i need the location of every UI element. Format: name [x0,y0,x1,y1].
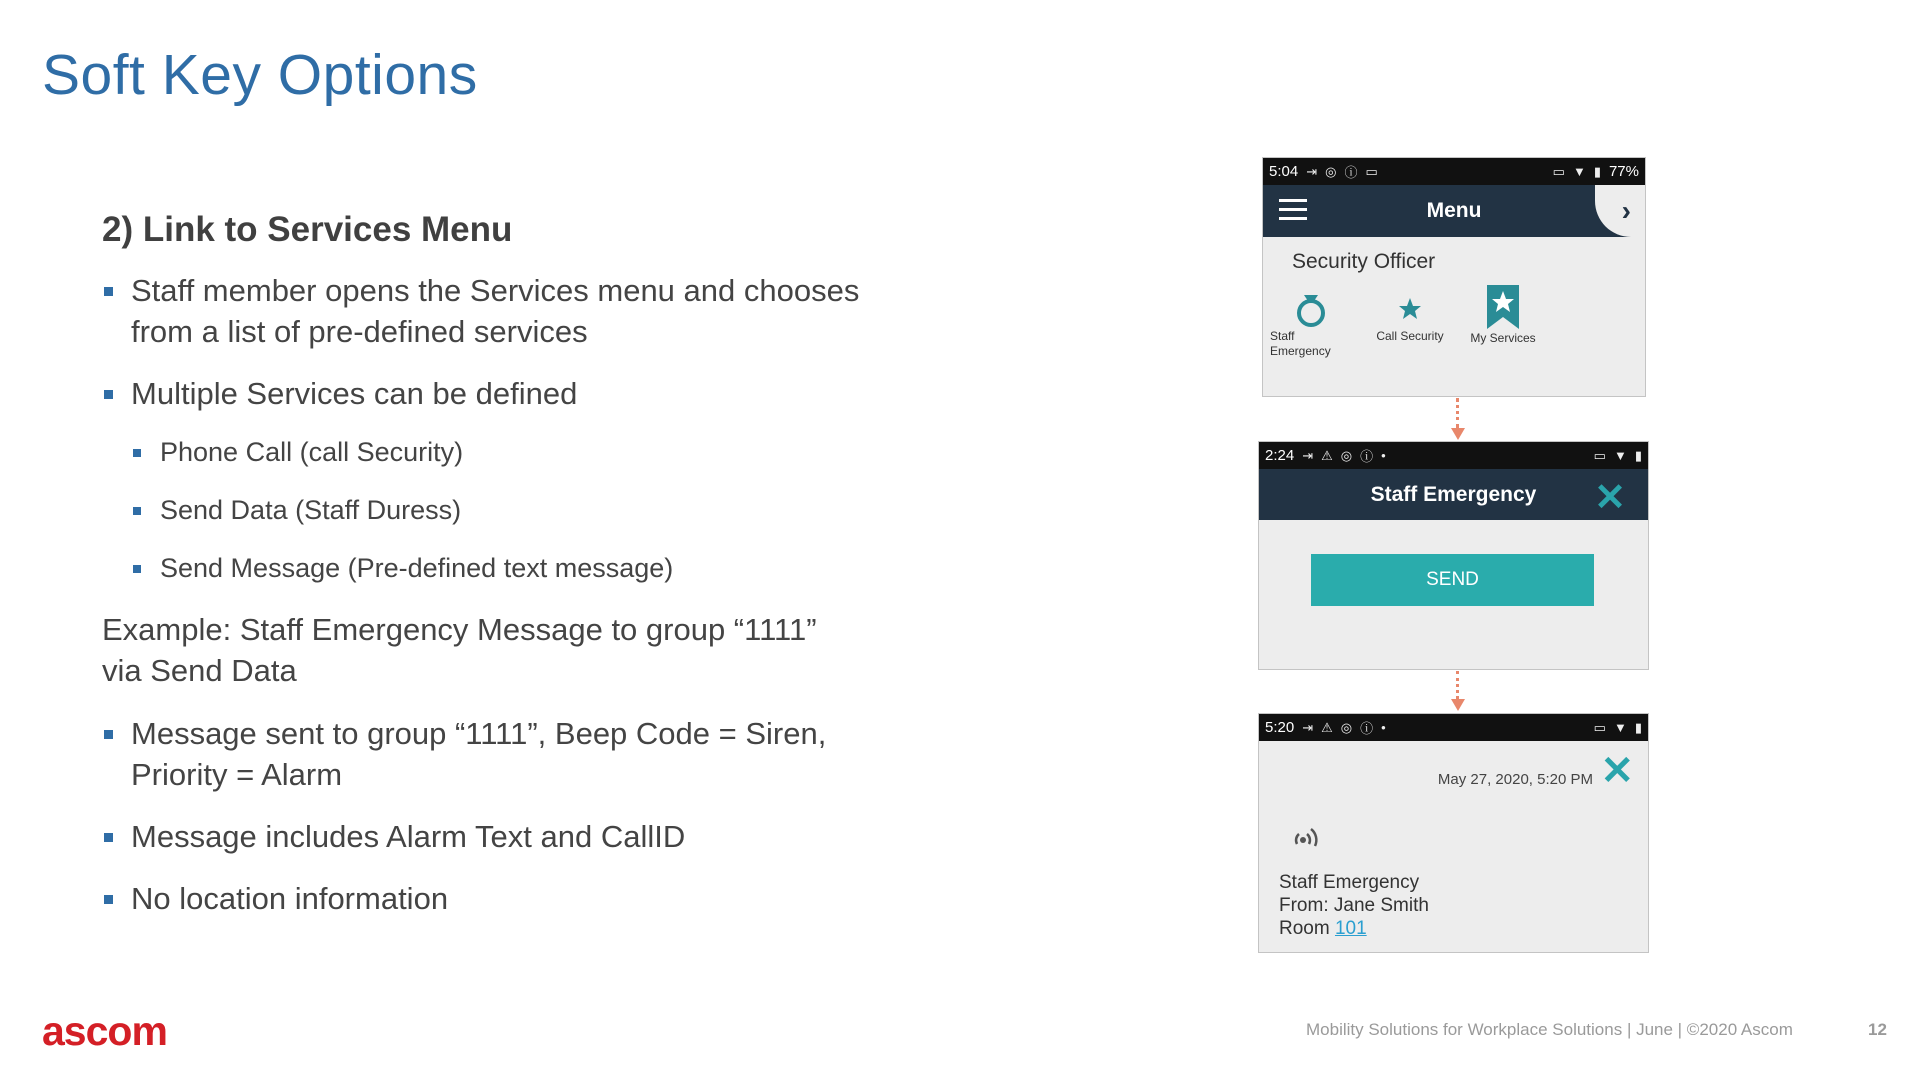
flow-arrow-line [1456,398,1463,428]
wifi-icon: ▼ [1613,448,1627,463]
sub-bullet-item [102,493,862,528]
bullet-marker [104,833,113,842]
section-heading: 2) Link to Services Menu [102,210,513,249]
bullet-text: Phone Call (call Security) [160,437,464,467]
service-label: Staff Emergency [1270,329,1331,358]
service-staff-emergency[interactable] [1270,289,1340,359]
clock: 2:24 [1265,447,1295,464]
info-icon: ⓘ [1360,449,1374,464]
bullet-text: No location information [131,881,449,916]
close-icon[interactable]: ✕ [1600,749,1634,793]
bullet-text: Staff member opens the Services menu and chooses from a list of pre-defined services [131,273,860,349]
footer-text: Mobility Solutions for Workplace Solutions | June | ©2020 Ascom [1306,1020,1793,1039]
staff-emergency-header [1259,469,1648,520]
broadcast-icon [1289,814,1329,854]
menu-header [1263,185,1645,237]
message-room [1279,917,1429,940]
login-icon: ⇥ [1302,447,1314,463]
bullet-marker [104,730,113,739]
flow-arrow-line [1456,671,1463,699]
battery-icon: ▮ [1634,447,1642,463]
chevron-right-icon[interactable]: › [1621,195,1631,226]
slide-title: Soft Key Options [42,43,478,107]
wifi-icon: ▼ [1572,164,1586,179]
target-icon: ◎ [1340,719,1353,735]
message-date: May 27, 2020, 5:20 PM [1437,771,1593,788]
service-label: My Services [1470,331,1536,345]
bullet-item [102,270,862,352]
bullet-item [102,373,862,414]
cast-icon: ▭ [1552,163,1565,179]
login-icon: ⇥ [1306,163,1318,179]
bullet-marker [133,449,141,457]
hamburger-icon[interactable] [1279,199,1307,226]
info-icon: ⓘ [1344,165,1358,180]
status-bar [1263,158,1645,185]
bullet-item [102,816,862,857]
bullet-text: Send Message (Pre-defined text message) [160,553,674,583]
message-line: Staff Emergency [1279,872,1420,893]
wifi-icon: ▼ [1613,720,1627,735]
sub-bullet-item [102,551,862,586]
bookmark-star-icon [1483,283,1523,331]
sub-bullet-item [102,435,862,470]
screen-title: Staff Emergency [1370,482,1537,506]
phone-screen-message [1258,713,1649,953]
close-icon[interactable]: ✕ [1594,477,1626,519]
dot-icon: • [1381,448,1386,463]
bullet-marker [133,565,141,573]
page-number: 12 [1868,1020,1887,1039]
battery-level: 77% [1608,163,1639,180]
target-icon: ◎ [1325,163,1337,179]
phone-screen-staff-emergency [1258,441,1649,670]
slide-content [102,210,862,940]
clock: 5:20 [1265,719,1295,736]
example-text: Example: Staff Emergency Message to group “1111” via Send Data [102,612,817,688]
battery-icon: ▮ [1593,163,1601,179]
bullet-marker [133,507,141,515]
target-icon: ◎ [1340,447,1353,463]
clock: 5:04 [1269,163,1299,180]
bullet-item [102,878,862,919]
screen-icon: ▭ [1365,163,1378,179]
status-bar [1259,714,1648,741]
service-call-security[interactable] [1370,289,1450,344]
bullet-text: Send Data (Staff Duress) [160,495,462,525]
ascom-logo: ascom [42,1008,167,1054]
phone-screen-menu [1262,157,1646,397]
warning-icon: ⚠ [1321,719,1333,735]
info-icon: ⓘ [1360,721,1374,736]
flow-arrowhead [1451,428,1465,440]
status-bar [1259,442,1648,469]
bullet-item [102,713,862,795]
dot-icon: • [1381,720,1386,735]
bullet-marker [104,287,113,296]
bullet-text: Message sent to group “1111”, Beep Code = Siren, Priority = Alarm [131,716,827,792]
cast-icon: ▭ [1593,719,1606,735]
message-line: From: Jane Smith [1279,895,1429,916]
bullet-text: Multiple Services can be defined [131,376,578,411]
menu-title: Menu [1426,199,1482,222]
header-curve [1595,185,1645,237]
service-label: Call Security [1376,329,1444,343]
bullet-text: Message includes Alarm Text and CallID [131,819,686,854]
send-button[interactable]: SEND [1311,554,1594,606]
bullet-marker [104,390,113,399]
warning-icon: ⚠ [1321,447,1333,463]
battery-icon: ▮ [1634,719,1642,735]
section-label: Security Officer [1292,250,1436,273]
room-label: Room [1279,918,1330,939]
bullet-marker [104,895,113,904]
login-icon: ⇥ [1302,719,1314,735]
cast-icon: ▭ [1593,447,1606,463]
room-link[interactable]: 101 [1334,918,1367,939]
star-icon [1390,289,1430,329]
ring-icon [1294,289,1328,329]
service-my-services[interactable] [1463,289,1543,346]
message-body [1279,871,1429,940]
flow-arrowhead [1451,699,1465,711]
